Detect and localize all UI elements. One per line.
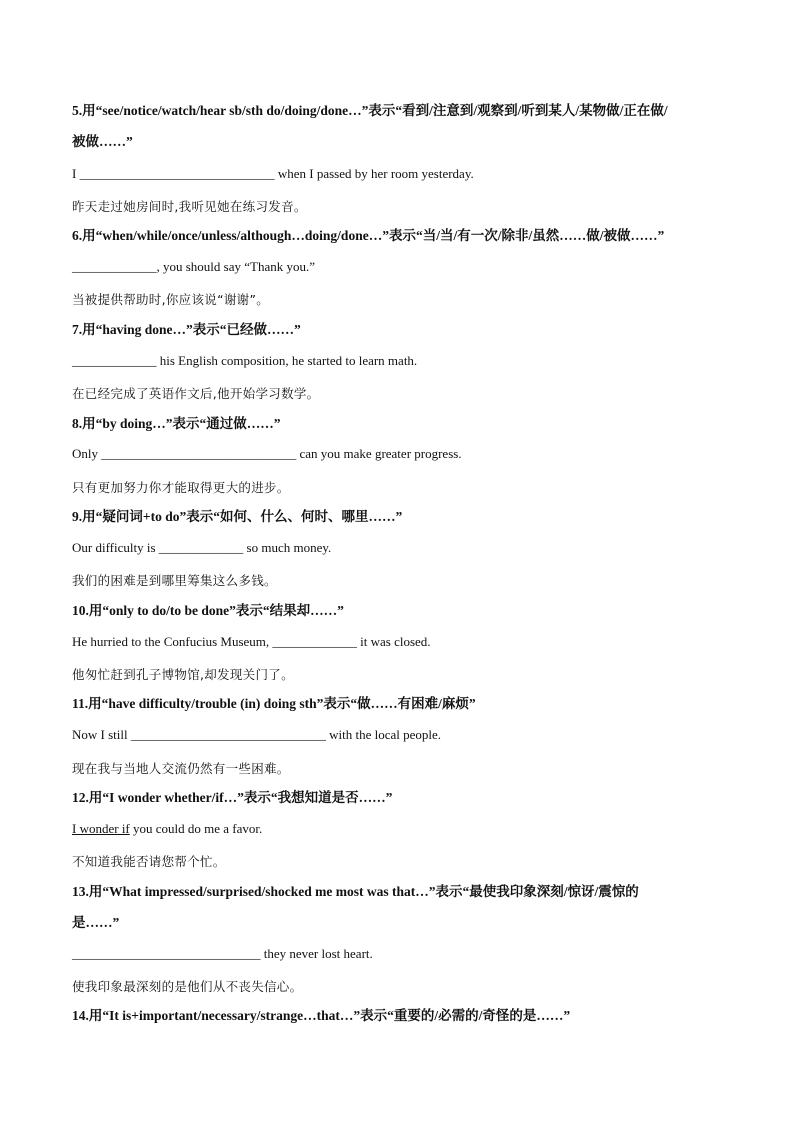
item-10-sentence: He hurried to the Confucius Museum, _____________ it was closed. [72,634,431,649]
item-6-sentence: _____________, you should say “Thank you.” [72,259,316,274]
item-8-translation: 只有更加努力你才能取得更大的进步。 [72,480,290,495]
item-10-heading: 10.用“only to do/to be done”表示“结果却……” [72,603,344,618]
item-5-heading-cont: 被做……” [72,134,133,149]
item-8-heading: 8.用“by doing…”表示“通过做……” [72,416,281,431]
item-14-heading: 14.用“It is+important/necessary/strange…that…”表示“重要的/必需的/奇怪的是……” [72,1008,571,1023]
item-8-sentence: Only ______________________________ can you make greater progress. [72,446,462,461]
item-6-translation: 当被提供帮助时,你应该说“谢谢”。 [72,292,270,307]
item-11-heading: 11.用“have difficulty/trouble (in) doing sth”表示“做……有困难/麻烦” [72,696,476,711]
item-13-sentence: _____________________________ they never lost heart. [72,946,373,961]
item-5-translation: 昨天走过她房间时,我听见她在练习发音。 [72,199,307,214]
item-12-heading: 12.用“I wonder whether/if…”表示“我想知道是否……” [72,790,393,805]
item-7-heading: 7.用“having done…”表示“已经做……” [72,322,301,337]
item-12-sentence-underlined: I wonder if [72,821,130,836]
item-13-heading-cont: 是……” [72,915,120,930]
item-6-heading: 6.用“when/while/once/unless/although…doing/done…”表示“当/当/有一次/除非/虽然……做/被做……” [72,228,665,243]
item-5-heading: 5.用“see/notice/watch/hear sb/sth do/doing/done…”表示“看到/注意到/观察到/听到某人/某物做/正在做/ [72,103,668,118]
item-12-sentence-rest: you could do me a favor. [129,821,263,836]
item-11-translation: 现在我与当地人交流仍然有一些困难。 [72,761,290,776]
item-12-sentence [72,820,732,838]
item-13-heading: 13.用“What impressed/surprised/shocked me most was that…”表示“最使我印象深刻/惊讶/震惊的 [72,884,639,899]
item-7-sentence: _____________ his English composition, he started to learn math. [72,353,418,368]
item-5-sentence: I ______________________________ when I passed by her room yesterday. [72,166,474,181]
item-13-translation: 使我印象最深刻的是他们从不丧失信心。 [72,979,303,994]
item-9-translation: 我们的困难是到哪里筹集这么多钱。 [72,573,277,588]
item-10-translation: 他匆忙赶到孔子博物馆,却发现关门了。 [72,667,294,682]
item-11-sentence: Now I still ______________________________ with the local people. [72,727,442,742]
item-9-sentence: Our difficulty is _____________ so much money. [72,540,332,555]
item-7-translation: 在已经完成了英语作文后,他开始学习数学。 [72,386,320,401]
item-12-translation: 不知道我能否请您帮个忙。 [72,854,226,869]
item-9-heading: 9.用“疑问词+to do”表示“如何、什么、何时、哪里……” [72,509,403,524]
